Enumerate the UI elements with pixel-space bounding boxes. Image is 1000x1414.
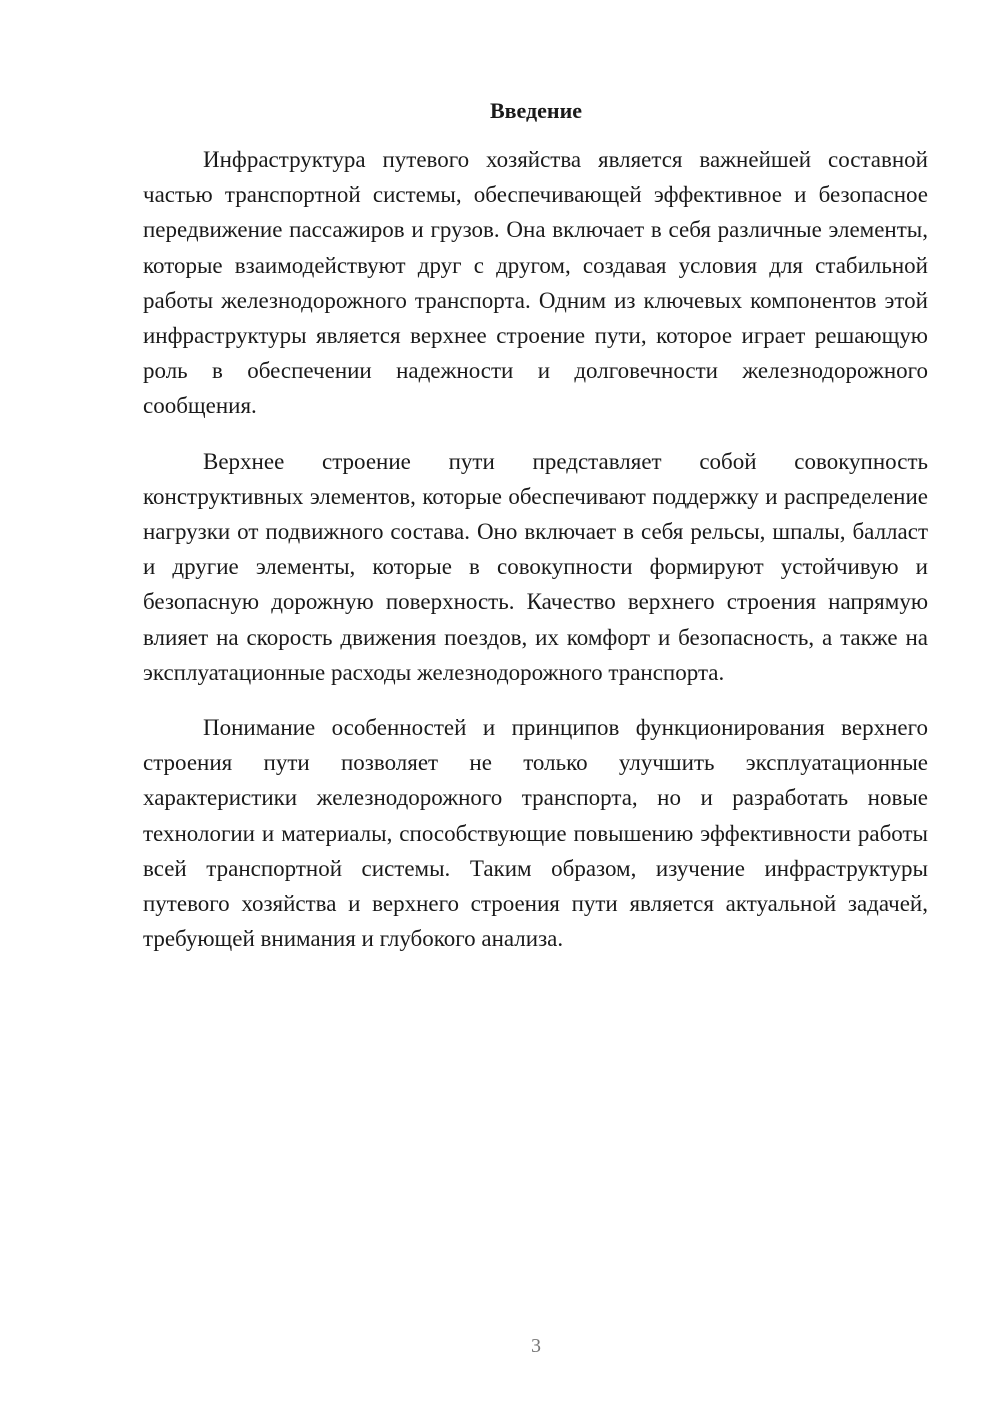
paragraph-1: Инфраструктура путевого хозяйства является важнейшей составной частью транспортной системы, обеспечивающей эффективное и безопасное передвижение пассажиров и грузов. Она включает в себя различные элементы, которые взаимодействуют друг с другом, создавая условия для стабильной работы железнодорожного транспорта. Одним из ключевых компонентов этой инфраструктуры является верхнее строение пути, которое играет решающую роль в обеспечении надежности и долговечности железнодорожного сообщения. [143,147,928,419]
section-title: Введение [489,98,583,123]
body-text [143,142,928,976]
paragraph-3: Понимание особенностей и принципов функционирования верхнего строения пути позволяет не только улучшить эксплуатационные характеристики железнодорожного транспорта, но и разработать новые технологии и материалы, способствующие повышению эффективности работы всей транспортной системы. Таким образом, изучение инфраструктуры путевого хозяйства и верхнего строения пути является актуальной задачей, требующей внимания и глубокого анализа. [143,715,928,952]
paragraph-2: Верхнее строение пути представляет собой совокупность конструктивных элементов, которые обеспечивают поддержку и распределение нагрузки от подвижного состава. Оно включает в себя рельсы, шпалы, балласт и другие элементы, которые в совокупности формируют устойчивую и безопасную дорожную поверхность. Качество верхнего строения напрямую влияет на скорость движения поездов, их комфорт и безопасность, а также на эксплуатационные расходы железнодорожного транспорта. [143,448,928,685]
page-number: 3 [531,1335,541,1357]
